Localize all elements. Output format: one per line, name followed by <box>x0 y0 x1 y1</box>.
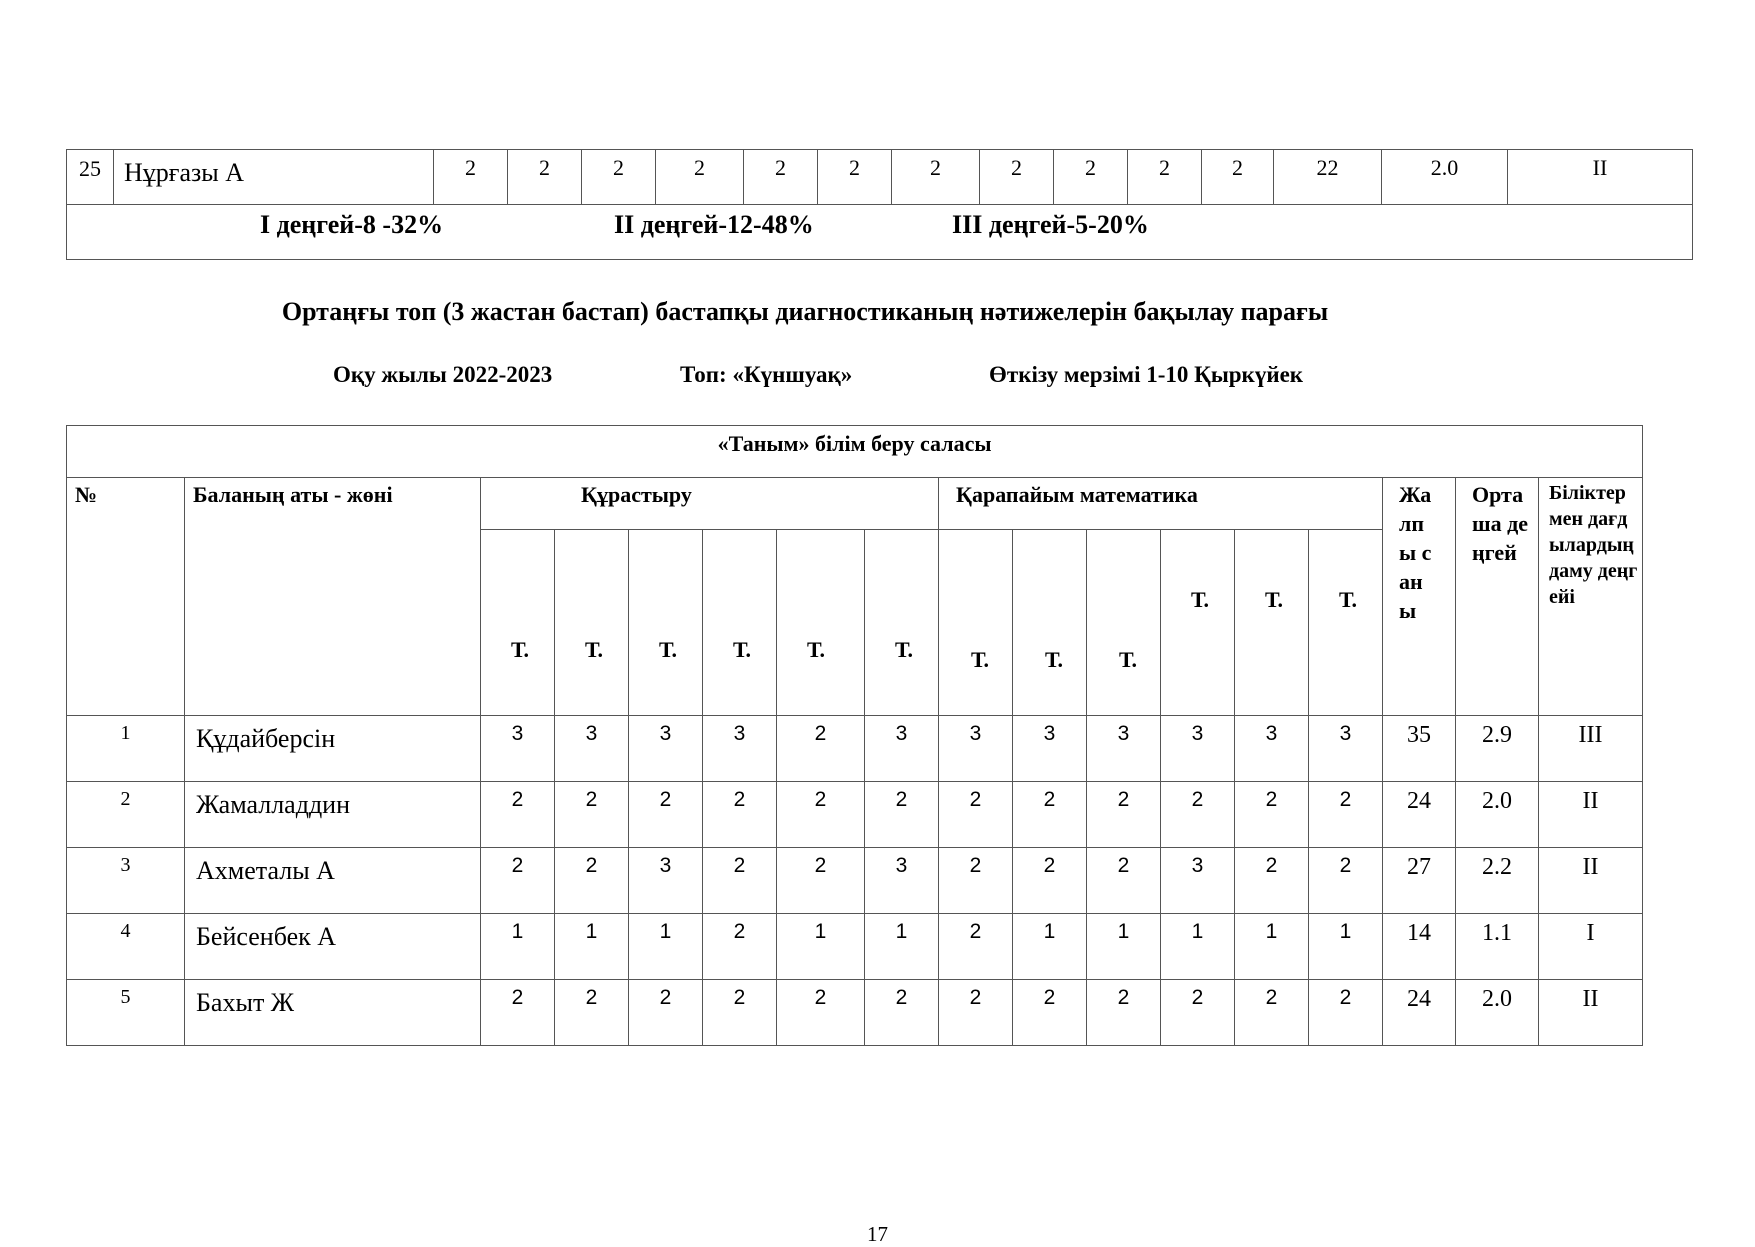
level-cell: II <box>1539 980 1643 1046</box>
total-cell: 14 <box>1383 914 1456 980</box>
score-cell: 2 <box>744 150 818 205</box>
level-cell: III <box>1539 716 1643 782</box>
score-cell: 2 <box>1309 782 1383 848</box>
score-cell: 1 <box>777 914 865 980</box>
score-cell: 3 <box>555 716 629 782</box>
total-cell: 35 <box>1383 716 1456 782</box>
average-cell: 2.0 <box>1456 980 1539 1046</box>
score-cell: 2 <box>1309 848 1383 914</box>
score-cell: 2 <box>1235 848 1309 914</box>
academic-year: Оқу жылы 2022-2023 <box>333 362 553 387</box>
page-number: 17 <box>867 1222 888 1246</box>
score-cell: 3 <box>629 848 703 914</box>
score-cell: 2 <box>656 150 744 205</box>
level-cell: I <box>1539 914 1643 980</box>
score-cell: 2 <box>892 150 980 205</box>
average-cell: 2.0 <box>1456 782 1539 848</box>
score-cell: 2 <box>1087 782 1161 848</box>
total-cell: 22 <box>1274 150 1382 205</box>
task-header: Т. <box>1087 530 1161 716</box>
score-cell: 2 <box>1161 980 1235 1046</box>
table-row <box>67 848 1643 914</box>
score-cell: 2 <box>1013 848 1087 914</box>
table-row <box>67 150 1693 205</box>
average-cell: 2.0 <box>1382 150 1508 205</box>
table-row <box>67 782 1643 848</box>
score-cell: 2 <box>777 848 865 914</box>
task-header: Т. <box>555 530 629 716</box>
score-cell: 3 <box>1309 716 1383 782</box>
section-construction: Құрастыру <box>481 478 939 530</box>
score-cell: 2 <box>508 150 582 205</box>
score-cell: 2 <box>777 980 865 1046</box>
page-title: Ортаңғы топ (3 жастан бастап) бастапқы диагностиканың нәтижелерін бақылау парағы <box>281 297 1329 326</box>
level-3-summary: ІІІ деңгей-5-20% <box>952 210 1149 239</box>
score-cell: 2 <box>703 782 777 848</box>
average-cell: 1.1 <box>1456 914 1539 980</box>
child-name: Жамалладдин <box>185 782 481 848</box>
score-cell: 2 <box>582 150 656 205</box>
area-header-row <box>67 426 1643 478</box>
task-header: Т. <box>865 530 939 716</box>
number-column-header: № <box>67 478 185 716</box>
section-math: Қарапайым математика <box>939 478 1383 530</box>
table-row <box>67 716 1643 782</box>
score-cell: 2 <box>481 782 555 848</box>
score-cell: 2 <box>939 914 1013 980</box>
level-cell: II <box>1508 150 1693 205</box>
task-header: Т. <box>629 530 703 716</box>
score-cell: 1 <box>865 914 939 980</box>
row-number: 2 <box>67 782 185 848</box>
score-cell: 3 <box>865 848 939 914</box>
level-cell: II <box>1539 848 1643 914</box>
total-column-header: Жалпы саны <box>1383 478 1456 716</box>
total-cell: 27 <box>1383 848 1456 914</box>
score-cell: 2 <box>703 848 777 914</box>
score-cell: 1 <box>629 914 703 980</box>
score-cell: 2 <box>818 150 892 205</box>
score-cell: 2 <box>1161 782 1235 848</box>
average-cell: 2.2 <box>1456 848 1539 914</box>
total-cell: 24 <box>1383 782 1456 848</box>
score-cell: 2 <box>555 848 629 914</box>
score-cell: 3 <box>481 716 555 782</box>
score-cell: 2 <box>629 980 703 1046</box>
level-cell: II <box>1539 782 1643 848</box>
child-name: Бейсенбек А <box>185 914 481 980</box>
table-row <box>67 980 1643 1046</box>
score-cell: 3 <box>865 716 939 782</box>
score-cell: 2 <box>1087 980 1161 1046</box>
task-header: Т. <box>703 530 777 716</box>
task-header: Т. <box>777 530 865 716</box>
row-number: 1 <box>67 716 185 782</box>
average-cell: 2.9 <box>1456 716 1539 782</box>
score-cell: 2 <box>703 914 777 980</box>
score-cell: 2 <box>777 782 865 848</box>
score-cell: 2 <box>434 150 508 205</box>
score-cell: 2 <box>1235 782 1309 848</box>
task-header: Т. <box>1161 530 1235 716</box>
level-column-header: Біліктер мен дағдылардың даму деңгейі <box>1539 478 1643 716</box>
score-cell: 2 <box>1202 150 1274 205</box>
previous-table-fragment <box>66 149 1693 260</box>
score-cell: 2 <box>1013 782 1087 848</box>
row-number: 4 <box>67 914 185 980</box>
score-cell: 2 <box>865 782 939 848</box>
row-number: 3 <box>67 848 185 914</box>
row-number: 5 <box>67 980 185 1046</box>
levels-summary-row <box>67 205 1693 260</box>
score-cell: 1 <box>1161 914 1235 980</box>
score-cell: 3 <box>1235 716 1309 782</box>
diagnostic-table <box>66 425 1643 1046</box>
score-cell: 2 <box>629 782 703 848</box>
group-name: Топ: «Күншуақ» <box>680 362 853 387</box>
task-header: Т. <box>939 530 1013 716</box>
score-cell: 1 <box>481 914 555 980</box>
score-cell: 1 <box>1309 914 1383 980</box>
score-cell: 3 <box>1161 716 1235 782</box>
child-name: Құдайберсін <box>185 716 481 782</box>
score-cell: 2 <box>939 848 1013 914</box>
child-name: Нұрғазы А <box>114 150 434 205</box>
section-header-row <box>67 478 1643 530</box>
score-cell: 3 <box>629 716 703 782</box>
task-header: Т. <box>1235 530 1309 716</box>
child-name: Ахметалы А <box>185 848 481 914</box>
score-cell: 2 <box>1128 150 1202 205</box>
score-cell: 2 <box>1013 980 1087 1046</box>
education-area-title: «Таным» білім беру саласы <box>67 426 1643 478</box>
task-header: Т. <box>1013 530 1087 716</box>
name-column-header: Баланың аты - жөні <box>185 478 481 716</box>
table-row <box>67 914 1643 980</box>
average-column-header: Орташа деңгей <box>1456 478 1539 716</box>
score-cell: 2 <box>1309 980 1383 1046</box>
score-cell: 3 <box>939 716 1013 782</box>
levels-summary <box>67 205 1693 260</box>
score-cell: 2 <box>703 980 777 1046</box>
score-cell: 3 <box>703 716 777 782</box>
score-cell: 2 <box>481 848 555 914</box>
level-2-summary: ІІ деңгей-12-48% <box>614 210 814 239</box>
task-header: Т. <box>481 530 555 716</box>
child-name: Бахыт Ж <box>185 980 481 1046</box>
score-cell: 2 <box>980 150 1054 205</box>
score-cell: 2 <box>1054 150 1128 205</box>
level-1-summary: І деңгей-8 -32% <box>260 210 444 239</box>
score-cell: 2 <box>555 980 629 1046</box>
score-cell: 1 <box>1013 914 1087 980</box>
score-cell: 2 <box>1087 848 1161 914</box>
score-cell: 2 <box>865 980 939 1046</box>
total-cell: 24 <box>1383 980 1456 1046</box>
score-cell: 2 <box>939 980 1013 1046</box>
row-number: 25 <box>67 150 114 205</box>
score-cell: 2 <box>1235 980 1309 1046</box>
assessment-period: Өткізу мерзімі 1-10 Қыркүйек <box>989 362 1304 387</box>
task-header: Т. <box>1309 530 1383 716</box>
score-cell: 1 <box>1087 914 1161 980</box>
score-cell: 3 <box>1087 716 1161 782</box>
score-cell: 2 <box>555 782 629 848</box>
score-cell: 3 <box>1013 716 1087 782</box>
score-cell: 2 <box>481 980 555 1046</box>
score-cell: 1 <box>555 914 629 980</box>
score-cell: 1 <box>1235 914 1309 980</box>
score-cell: 2 <box>939 782 1013 848</box>
score-cell: 3 <box>1161 848 1235 914</box>
score-cell: 2 <box>777 716 865 782</box>
